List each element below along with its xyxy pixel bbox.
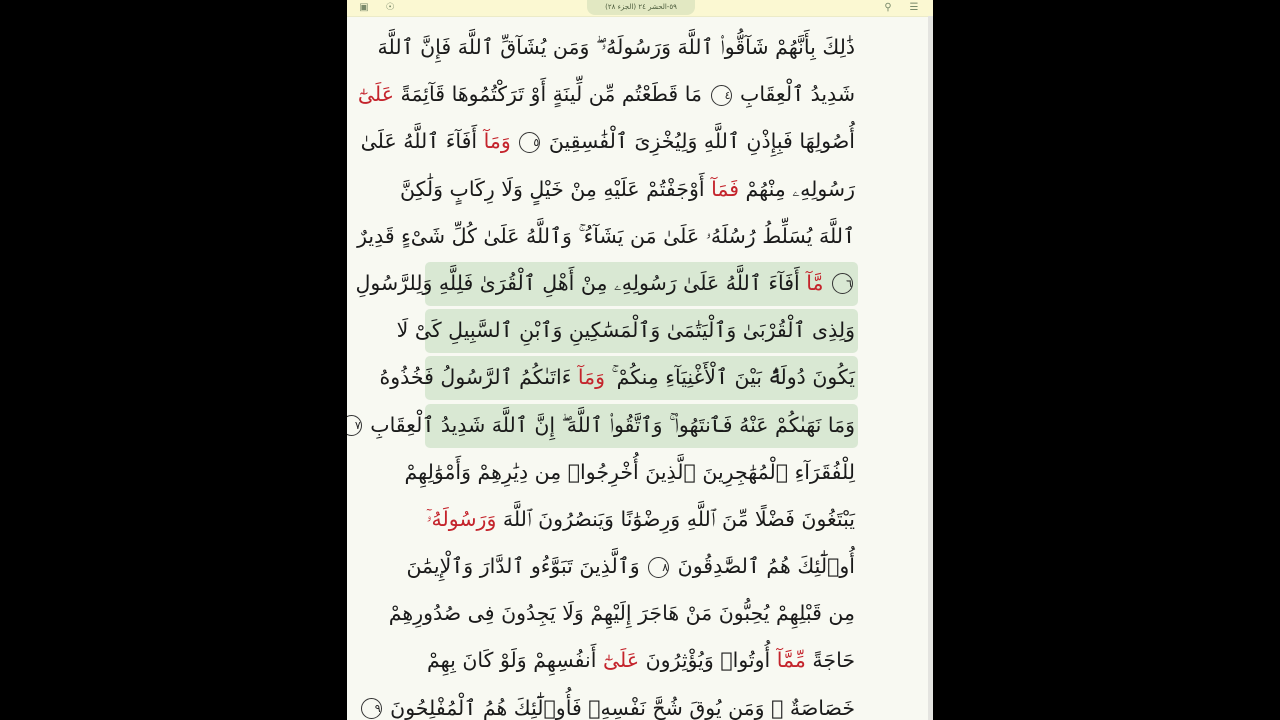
text-segment: شَدِيدُ ٱلْعِقَابِ	[733, 82, 855, 107]
text-segment: أَنفُسِهِمْ وَلَوْ كَانَ بِهِمْ	[427, 648, 603, 673]
text-line	[374, 685, 855, 720]
text-segment: أُو۟لَٰٓئِكَ هُمُ ٱلصَّٰدِقُونَ	[671, 554, 855, 579]
text-segment: يَكُونَ دُولَةًۢ بَيْنَ ٱلْأَغْنِيَآءِ مِنكُمْ ۚ	[605, 365, 855, 390]
verse-number-marker: ٨	[648, 557, 669, 578]
text-segment: وَٱلَّذِينَ تَبَوَّءُو ٱلدَّارَ وَٱلْإِيمَٰنَ	[406, 554, 647, 579]
text-segment: ءَاتَىٰكُمُ ٱلرَّسُولُ فَخُذُوهُ	[379, 365, 578, 390]
text-line	[354, 402, 855, 449]
text-segment: ذَٰلِكَ بِأَنَّهُمْ شَآقُّوا۟ ٱللَّهَ وَرَسُولَهُۥ ۖ وَمَن يُشَآقِّ ٱللَّهَ فَإِنَّ ٱللَّهَ	[377, 35, 855, 59]
verse-number-marker: ٥	[519, 132, 540, 153]
highlighted-word: وَمَآ	[483, 129, 511, 154]
text-line	[360, 118, 855, 165]
bookmark-folder-icon[interactable]: ▣	[359, 2, 369, 13]
text-line	[377, 24, 855, 71]
text-line	[357, 71, 855, 118]
verse-number-marker: ٧	[347, 415, 362, 436]
text-segment: أَوْجَفْتُمْ عَلَيْهِ مِنْ خَيْلٍ وَلَا رِكَابٍ وَلَٰكِنَّ	[399, 176, 712, 201]
verse-number-marker: ٦	[832, 273, 853, 294]
verse-number-marker: ٤	[711, 85, 732, 106]
text-segment: وَلِذِى ٱلْقُرْبَىٰ وَٱلْيَتَٰمَىٰ وَٱلْمَسَٰكِينِ وَٱبْنِ ٱلسَّبِيلِ كَىْ لَا	[396, 318, 855, 343]
text-line	[379, 354, 855, 401]
highlighted-word: وَمَآ	[577, 365, 606, 390]
text-line	[406, 543, 855, 590]
text-line	[357, 213, 855, 260]
highlighted-word: مَّآ	[806, 270, 824, 295]
text-segment: أَفَآءَ ٱللَّهُ عَلَىٰ	[360, 129, 484, 154]
text-segment: يَبْتَغُونَ فَضْلًا مِّنَ ٱللَّهِ وَرِضْوَٰنًا وَيَنصُرُونَ ٱللَّهَ	[496, 506, 855, 531]
text-line	[355, 260, 855, 307]
text-segment: أُصُولِهَا فَبِإِذْنِ ٱللَّهِ وَلِيُخْزِىَ ٱلْفَٰسِقِينَ	[542, 129, 855, 154]
text-line	[404, 449, 855, 496]
user-icon[interactable]: ☉	[385, 2, 395, 13]
text-segment: ٱللَّهَ يُسَلِّطُ رُسُلَهُۥ عَلَىٰ مَن يَشَآءُ ۚ وَٱللَّهُ عَلَىٰ كُلِّ شَىْءٍ قَدِيرٌ	[357, 223, 855, 248]
text-line	[427, 637, 855, 684]
text-segment: مِن قَبْلِهِمْ يُحِبُّونَ مَنْ هَاجَرَ إِلَيْهِمْ وَلَا يَجِدُونَ فِى صُدُورِهِمْ	[388, 601, 855, 626]
text-segment: لِلْفُقَرَآءِ ٱلْمُهَٰجِرِينَ ٱلَّذِينَ أُخْرِجُوا۟ مِن دِيَٰرِهِمْ وَأَمْوَٰلِهِمْ	[404, 459, 855, 484]
text-line	[396, 307, 855, 354]
text-segment: مَا قَطَعْتُم مِّن لِّينَةٍ أَوْ تَرَكْتُمُوهَا قَآئِمَةً	[393, 82, 709, 107]
text-segment	[511, 129, 518, 153]
top-bar	[347, 0, 933, 17]
search-icon[interactable]: ⚲	[884, 2, 892, 13]
text-segment: أُوتُوا۟ وَيُؤْثِرُونَ	[639, 648, 777, 673]
text-segment: أَفَآءَ ٱللَّهُ عَلَىٰ رَسُولِهِۦ مِنْ أَهْلِ ٱلْقُرَىٰ فَلِلَّهِ وَلِلرَّسُولِ	[355, 270, 807, 295]
highlighted-word: وَرَسُولَهُۥٓ	[426, 506, 497, 531]
verse-number-marker: ٩	[361, 698, 382, 719]
highlighted-word: مِّمَّآ	[776, 648, 806, 673]
highlighted-word: فَمَآ	[711, 176, 739, 201]
highlighted-word: عَلَىٰٓ	[357, 82, 394, 107]
text-line	[388, 590, 855, 637]
highlighted-word: عَلَىٰٓ	[602, 648, 640, 673]
scrollbar[interactable]	[928, 16, 933, 720]
text-segment: وَمَا نَهَىٰكُمْ عَنْهُ فَٱنتَهُوا۟ ۚ وَٱتَّقُوا۟ ٱللَّهَ ۖ إِنَّ ٱللَّهَ شَدِيدُ ٱلْعِقَابِ	[363, 412, 855, 437]
quran-text	[354, 24, 856, 720]
text-line	[399, 166, 855, 213]
text-segment	[823, 271, 830, 295]
text-segment: حَاجَةً	[805, 648, 856, 673]
menu-icon[interactable]: ☰	[909, 2, 919, 13]
text-line	[427, 496, 855, 543]
text-segment: خَصَاصَةٌ ۚ وَمَن يُوقَ شُحَّ نَفْسِهِۦ فَأُو۟لَٰٓئِكَ هُمُ ٱلْمُفْلِحُونَ	[383, 695, 855, 720]
mushaf-page	[347, 0, 933, 720]
surah-page-indicator[interactable]: ٥٩-الحشر ٢٤ (الجزء ٢٨)	[587, 0, 695, 15]
text-segment: رَسُولِهِۦ مِنْهُمْ	[739, 176, 855, 201]
